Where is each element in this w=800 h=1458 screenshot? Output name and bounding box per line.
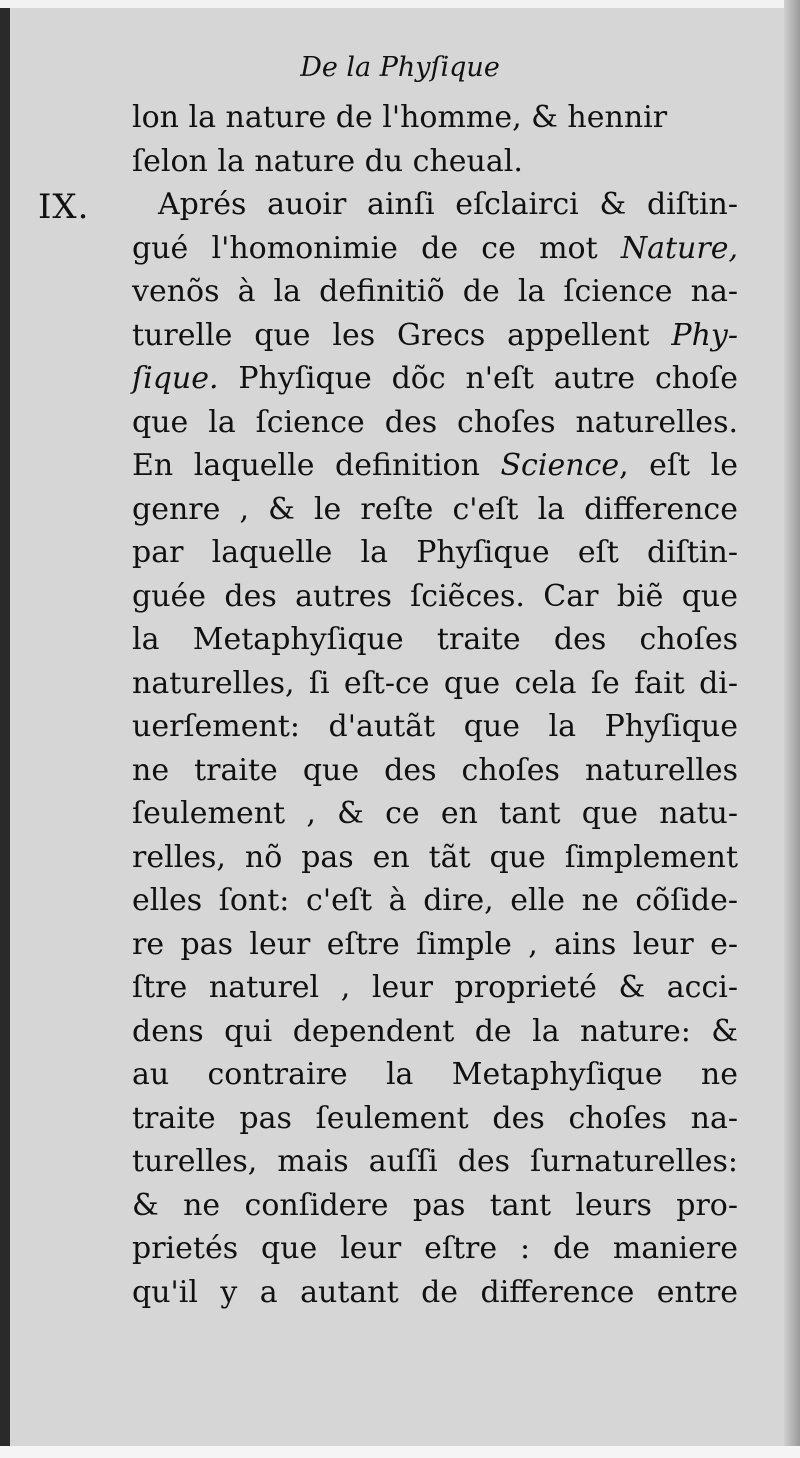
text-line: turelle que les Grecs appellent Phy- xyxy=(132,317,738,353)
text-line: ſelon la nature du cheual. xyxy=(132,143,523,179)
text-line: genre , & le reſte c'eſt la difference xyxy=(132,491,738,527)
section-number: IX. xyxy=(38,187,90,227)
text-line: guée des autres ſciẽces. Car biẽ que xyxy=(132,578,738,614)
text-line: ſique. Phyſique dõc n'eſt autre choſe xyxy=(132,361,738,396)
text-line: au contraire la Metaphyſique ne xyxy=(132,1057,738,1092)
text-line: prietés que leur eſtre : de maniere xyxy=(132,1231,738,1266)
text-line: qu'il y a autant de difference entre xyxy=(132,1274,738,1310)
text-line: ſtre naturel , leur proprieté & acci- xyxy=(132,970,738,1005)
text-line: par laquelle la Phyſique eſt diſtin- xyxy=(132,535,738,570)
text-line: lon la nature de l'homme, & hennir xyxy=(132,100,668,135)
text-line: turelles, mais auſſi des ſurnaturelles: xyxy=(132,1144,738,1179)
text-line: gué l'homonimie de ce mot Nature, xyxy=(132,230,738,266)
text-line: uerſement: d'autãt que la Phyſique xyxy=(132,709,738,744)
page-edge-bottom xyxy=(0,1446,800,1458)
text-line: naturelles, ſi eſt-ce que cela ſe fait di- xyxy=(132,665,738,701)
text-line: & ne conſidere pas tant leurs pro- xyxy=(132,1187,738,1223)
text-line: que la ſcience des choſes naturelles. xyxy=(132,404,738,440)
body-text xyxy=(132,96,738,1314)
italic-term: Phy- xyxy=(671,317,738,353)
page-edge-left xyxy=(0,0,10,1458)
italic-term: Nature, xyxy=(620,230,738,266)
text-line: elles ſont: c'eſt à dire, elle ne cõſide- xyxy=(132,883,738,918)
italic-term: ſique. xyxy=(132,361,219,396)
italic-term: Science xyxy=(500,448,620,483)
page-edge-top xyxy=(0,0,800,8)
text-line: re pas leur eſtre ſimple , ains leur e- xyxy=(132,926,738,962)
text-line: venõs à la definitiõ de la ſcience na- xyxy=(132,274,738,309)
text-line: ne traite que des choſes naturelles xyxy=(132,752,738,788)
text-line: dens qui dependent de la nature: & xyxy=(132,1013,738,1049)
text-line: la Metaphyſique traite des choſes xyxy=(132,622,738,657)
text-line: En laquelle definition Science, eſt le xyxy=(132,448,738,483)
text-line: Aprés auoir ainſi eſclairci & diſtin- xyxy=(158,187,738,222)
text-line: ſeulement , & ce en tant que natu- xyxy=(132,796,738,831)
page-edge-right xyxy=(784,0,800,1458)
text-line: relles, nõ pas en tãt que ſimplement xyxy=(132,839,738,875)
text-line: traite pas ſeulement des choſes na- xyxy=(132,1100,738,1136)
running-head: De la Phyſique xyxy=(300,52,500,83)
